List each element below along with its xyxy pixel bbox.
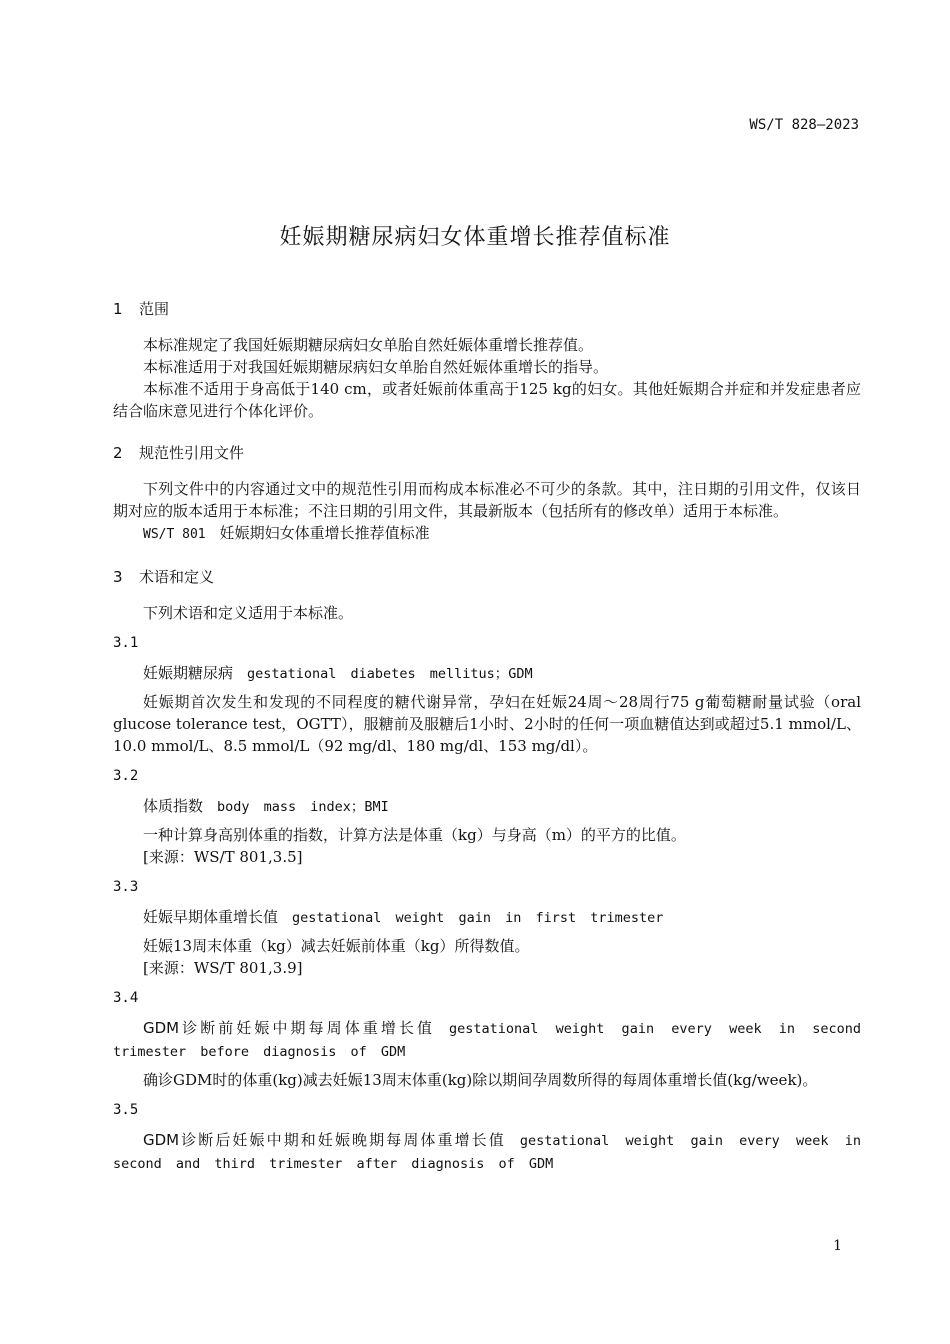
reference-title: 妊娠期妇女体重增长推荐值标准 bbox=[219, 524, 430, 542]
term-en: gestational diabetes mellitus；GDM bbox=[247, 666, 533, 682]
standard-code: WS/T 828—2023 bbox=[749, 117, 859, 133]
scope-paragraph-3: 本标准不适用于身高低于140 cm，或者妊娠前体重高于125 kg的妇女。其他妊娠期合并症和并发症患者应结合临床意见进行个体化评价。 bbox=[113, 380, 861, 420]
term-definition: 妊娠期首次发生和发现的不同程度的糖代谢异常，孕妇在妊娠24周～28周行75 g葡萄糖耐量试验（oral glucose tolerance test，OGTT），服糖前及服糖后1小时、2小时的任何一项血糖值达到或超过5.1 mmol/L、10.0 mmol/L、8.5 mmol/L（92 mg/dl、180 mg/dl、153 mg/dl）。 bbox=[113, 693, 861, 755]
term-en: gestational weight gain every week in second and third trimester after diagnosis of GDM bbox=[113, 1133, 861, 1172]
term-number: 3.5 bbox=[113, 1102, 139, 1118]
scope-paragraph-2: 本标准适用于对我国妊娠期糖尿病妇女单胎自然妊娠体重增长的指导。 bbox=[143, 358, 609, 376]
section-heading-normative bbox=[113, 442, 861, 464]
section-title: 范围 bbox=[139, 300, 170, 318]
term-zh: 妊娠期糖尿病 bbox=[143, 664, 234, 682]
section-title: 术语和定义 bbox=[139, 568, 215, 586]
term-zh: GDM诊断前妊娠中期每周体重增长值 bbox=[143, 1019, 436, 1037]
term-definition: 一种计算身高别体重的指数，计算方法是体重（kg）与身高（m）的平方的比值。 bbox=[143, 826, 686, 844]
document-body bbox=[113, 298, 861, 1181]
term-number: 3.3 bbox=[113, 879, 139, 895]
normative-reference bbox=[113, 522, 861, 546]
term-entry bbox=[113, 1017, 861, 1063]
section-number: 2 bbox=[113, 444, 123, 462]
page-number: 1 bbox=[833, 1238, 842, 1254]
section-number: 3 bbox=[113, 568, 123, 586]
scope-paragraph-1: 本标准规定了我国妊娠期糖尿病妇女单胎自然妊娠体重增长推荐值。 bbox=[143, 336, 594, 354]
section-title: 规范性引用文件 bbox=[139, 444, 245, 462]
section-heading-scope bbox=[113, 298, 861, 320]
term-en: body mass index；BMI bbox=[217, 799, 389, 815]
term-entry bbox=[113, 662, 861, 685]
term-entry bbox=[113, 1129, 861, 1175]
term-number: 3.1 bbox=[113, 635, 139, 651]
term-entry bbox=[113, 795, 861, 818]
term-zh: 体质指数 bbox=[143, 797, 204, 815]
section-heading-terms bbox=[113, 566, 861, 588]
term-source: [来源：WS/T 801,3.5] bbox=[143, 848, 303, 866]
term-number: 3.2 bbox=[113, 768, 139, 784]
term-source: [来源：WS/T 801,3.9] bbox=[143, 959, 303, 977]
reference-code: WS/T 801 bbox=[143, 527, 206, 542]
terms-intro: 下列术语和定义适用于本标准。 bbox=[143, 604, 354, 622]
term-definition: 妊娠13周末体重（kg）减去妊娠前体重（kg）所得数值。 bbox=[143, 937, 530, 955]
section-number: 1 bbox=[113, 300, 123, 318]
term-en: gestational weight gain every week in second trimester before diagnosis of GDM bbox=[113, 1021, 861, 1060]
term-definition: 确诊GDM时的体重(kg)减去妊娠13周末体重(kg)除以期间孕周数所得的每周体重增长值(kg/week)。 bbox=[143, 1071, 818, 1089]
normative-paragraph: 下列文件中的内容通过文中的规范性引用而构成本标准必不可少的条款。其中，注日期的引用文件，仅该日期对应的版本适用于本标准；不注日期的引用文件，其最新版本（包括所有的修改单）适用于本标准。 bbox=[113, 480, 861, 520]
term-zh: 妊娠早期体重增长值 bbox=[143, 908, 279, 926]
term-zh: GDM诊断后妊娠中期和妊娠晚期每周体重增长值 bbox=[143, 1131, 506, 1149]
document-title: 妊娠期糖尿病妇女体重增长推荐值标准 bbox=[279, 225, 671, 250]
term-entry bbox=[113, 906, 861, 929]
term-en: gestational weight gain in first trimester bbox=[292, 910, 664, 926]
term-number: 3.4 bbox=[113, 990, 139, 1006]
